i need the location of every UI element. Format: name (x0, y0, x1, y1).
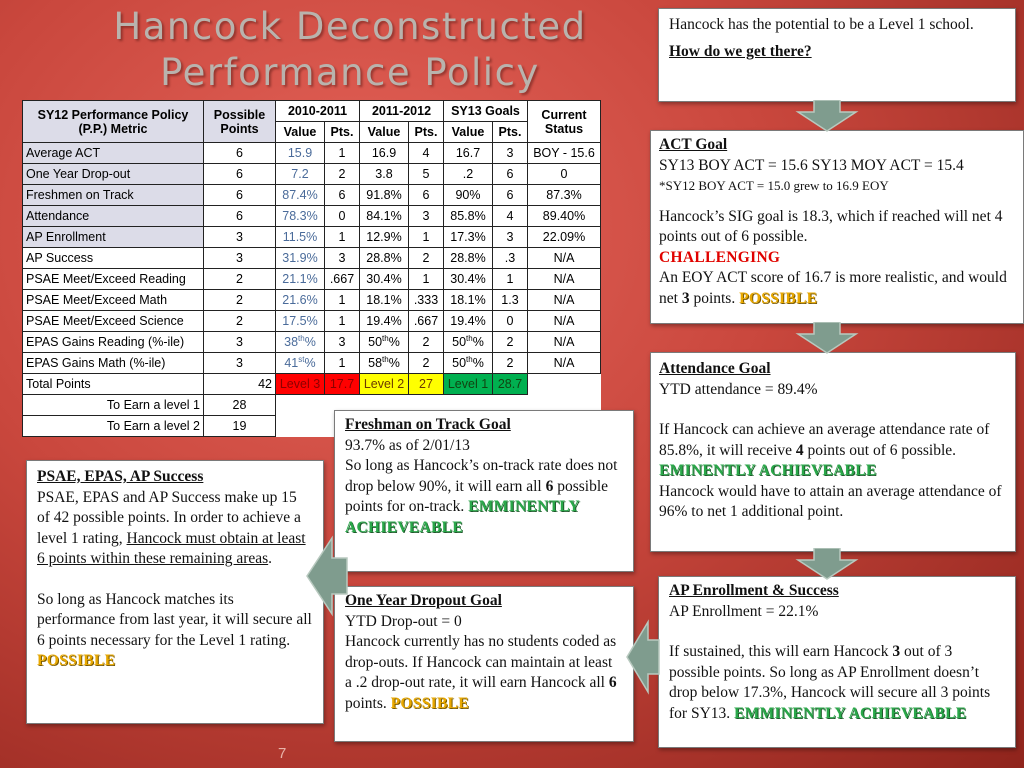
table-row (23, 227, 601, 248)
eminently-achieveable-tag: EMINENTLY ACHIEVEABLE (659, 462, 877, 479)
header-possible-points: Possible Points (204, 101, 276, 143)
value-sy13-goals-suffix: % (472, 335, 484, 350)
pts-2011-2012: .667 (409, 311, 444, 332)
metric-name: Freshmen on Track (23, 185, 204, 206)
level-2-label: Level 2 (360, 374, 409, 395)
value-2010-2011: 87.4% (276, 185, 325, 206)
metric-name: PSAE Meet/Exceed Math (23, 290, 204, 311)
value-sy13-goals: 30.4% (444, 269, 493, 290)
current-status: 89.40% (528, 206, 601, 227)
value-2010-2011: 21.1% (276, 269, 325, 290)
value-sy13-goals: 85.8% (444, 206, 493, 227)
ap-line-1: AP Enrollment = 22.1% (669, 602, 819, 620)
metric-name: EPAS Gains Reading (%-ile) (23, 332, 204, 353)
psae-heading: PSAE, EPAS, AP Success (37, 468, 204, 485)
value-2010-2011-ordinal: st (298, 355, 305, 365)
header-2011-2012: 2011-2012 (360, 101, 444, 122)
value-sy13-goals-ordinal: th (466, 355, 473, 365)
possible-points: 6 (204, 206, 276, 227)
value-sy13-goals: 16.7 (444, 143, 493, 164)
total-2010-2011: 17.7 (325, 374, 360, 395)
pts-2010-2011: 1 (325, 353, 360, 374)
value-sy13-goals: 90% (444, 185, 493, 206)
value-2011-2012-number: 58 (368, 356, 383, 371)
attendance-heading: Attendance Goal (659, 360, 771, 377)
possible-points: 3 (204, 332, 276, 353)
possible-points: 6 (204, 164, 276, 185)
level-1-label: Level 1 (444, 374, 493, 395)
table-row (23, 185, 601, 206)
value-2011-2012: 19.4% (360, 311, 409, 332)
value-2010-2011 (276, 353, 325, 374)
left-arrow-icon (306, 534, 348, 618)
current-status: N/A (528, 290, 601, 311)
pts-sy13-goals: 0 (493, 311, 528, 332)
value-sy13-goals-suffix: % (472, 356, 484, 371)
table-row (23, 206, 601, 227)
pts-sy13-goals: 3 (493, 227, 528, 248)
act-paragraph-2 (659, 268, 1015, 309)
value-2011-2012: 84.1% (360, 206, 409, 227)
pts-2011-2012: 1 (409, 269, 444, 290)
header-metric: SY12 Performance Policy (P.P.) Metric (23, 101, 204, 143)
pts-sy13-goals: 2 (493, 353, 528, 374)
subheader-value: Value (276, 122, 325, 143)
value-2011-2012-ordinal: th (382, 355, 389, 365)
total-label: Total Points (23, 374, 204, 395)
ap-para1-end: out of 3 possible points. So long as AP Enrollment doesn’t drop below 17.3%, Hancock will secure all 3 points for SY13. (669, 643, 991, 722)
current-status: N/A (528, 269, 601, 290)
pts-2010-2011: 1 (325, 290, 360, 311)
pts-2011-2012: 2 (409, 332, 444, 353)
value-2011-2012: 91.8% (360, 185, 409, 206)
possible-points: 2 (204, 269, 276, 290)
value-2010-2011-suffix: % (304, 335, 316, 350)
psae-paragraph-2 (37, 590, 313, 672)
possible-tag: POSSIBLE (390, 694, 469, 712)
page-number: 7 (278, 745, 287, 762)
pts-sy13-goals: 1 (493, 269, 528, 290)
psae-para1-text: PSAE, EPAS and AP Success make up 15 of 42 possible points. In order to achieve a level 1 rating, (37, 488, 301, 547)
value-2011-2012: 16.9 (360, 143, 409, 164)
table-row (23, 353, 601, 374)
value-sy13-goals: 28.8% (444, 248, 493, 269)
dropout-points: 6 (608, 674, 617, 691)
subheader-value: Value (444, 122, 493, 143)
performance-policy-table (22, 100, 601, 437)
possible-tag: POSSIBLE (37, 652, 116, 669)
attendance-para1-text: If Hancock can achieve an average attendance rate of 85.8%, it will receive (659, 421, 990, 459)
psae-para1-end: . (268, 550, 273, 567)
current-status: N/A (528, 311, 601, 332)
possible-points: 3 (204, 248, 276, 269)
pts-2010-2011: 2 (325, 164, 360, 185)
act-para2-text: An EOY ACT score of 16.7 is more realistic, and would net (659, 269, 1007, 307)
act-line-2: *SY12 BOY ACT = 15.0 grew to 16.9 EOY (659, 178, 889, 193)
current-status: N/A (528, 332, 601, 353)
value-sy13-goals: .2 (444, 164, 493, 185)
value-2010-2011-number: 41 (284, 356, 299, 371)
subheader-value: Value (360, 122, 409, 143)
value-sy13-goals: 18.1% (444, 290, 493, 311)
total-possible: 42 (204, 374, 276, 395)
possible-points: 3 (204, 353, 276, 374)
dropout-para1-end: points. (345, 694, 391, 712)
pts-2011-2012: 5 (409, 164, 444, 185)
down-arrow-icon (794, 548, 860, 580)
emminently-achieveable-tag: EMMINENTLY ACHIEVEABLE (734, 704, 967, 722)
potential-box (658, 8, 1016, 102)
dropout-para1-text: Hancock currently has no students coded as drop-outs. If Hancock can maintain at least a .2 drop-out rate, it will earn Hancock all (345, 633, 617, 691)
possible-points: 2 (204, 311, 276, 332)
pts-2010-2011: 6 (325, 185, 360, 206)
value-sy13-goals-number: 50 (452, 335, 467, 350)
act-points: 3 (681, 289, 690, 307)
act-heading: ACT Goal (659, 136, 728, 153)
act-paragraph-1 (659, 207, 1015, 269)
pts-2011-2012: 1 (409, 227, 444, 248)
current-status: 22.09% (528, 227, 601, 248)
psae-para1-underlined: Hancock must obtain at least 6 points within these remaining areas (37, 529, 306, 567)
dropout-paragraph-1 (345, 632, 623, 714)
current-status: 0 (528, 164, 601, 185)
header-current-status: Current Status (528, 101, 601, 143)
metric-name: Average ACT (23, 143, 204, 164)
act-line-1: SY13 BOY ACT = 15.6 SY13 MOY ACT = 15.4 (659, 156, 964, 174)
metric-name: PSAE Meet/Exceed Science (23, 311, 204, 332)
value-2011-2012-ordinal: th (382, 334, 389, 344)
dropout-line-1: YTD Drop-out = 0 (345, 612, 462, 630)
current-status: N/A (528, 353, 601, 374)
table-row (23, 143, 601, 164)
table-row (23, 164, 601, 185)
freshman-on-track-box (334, 410, 634, 572)
pts-2010-2011: 0 (325, 206, 360, 227)
metric-name: EPAS Gains Math (%-ile) (23, 353, 204, 374)
value-2010-2011 (276, 332, 325, 353)
current-status: 87.3% (528, 185, 601, 206)
value-2011-2012: 28.8% (360, 248, 409, 269)
level-3-label: Level 3 (276, 374, 325, 395)
value-2010-2011: 17.5% (276, 311, 325, 332)
value-sy13-goals: 19.4% (444, 311, 493, 332)
value-2010-2011: 31.9% (276, 248, 325, 269)
pts-2010-2011: 1 (325, 143, 360, 164)
value-2011-2012-number: 50 (368, 335, 383, 350)
table-row (23, 269, 601, 290)
pts-sy13-goals: 1.3 (493, 290, 528, 311)
value-sy13-goals-number: 50 (452, 356, 467, 371)
challenging-tag: CHALLENGING (659, 248, 781, 266)
value-2011-2012-suffix: % (388, 335, 400, 350)
value-sy13-goals (444, 332, 493, 353)
current-status: N/A (528, 248, 601, 269)
value-2011-2012: 3.8 (360, 164, 409, 185)
possible-points: 3 (204, 227, 276, 248)
emminently-achieveable-tag: EMMINENTLY ACHIEVEABLE (345, 498, 580, 536)
act-goal-box (650, 130, 1024, 324)
value-2011-2012 (360, 353, 409, 374)
pts-2011-2012: 6 (409, 185, 444, 206)
ap-paragraph-1 (669, 642, 1005, 724)
freshman-para1-end: possible points for on-track. (345, 477, 609, 515)
possible-tag: POSSIBLE (739, 289, 818, 307)
potential-text: Hancock has the potential to be a Level 1 school. (669, 16, 974, 33)
metric-name: AP Enrollment (23, 227, 204, 248)
dropout-heading: One Year Dropout Goal (345, 592, 502, 609)
freshman-line-1: 93.7% as of 2/01/13 (345, 436, 470, 454)
metric-name: One Year Drop-out (23, 164, 204, 185)
value-2010-2011-number: 38 (284, 335, 299, 350)
value-2011-2012 (360, 332, 409, 353)
possible-points: 6 (204, 143, 276, 164)
metric-name: AP Success (23, 248, 204, 269)
pts-sy13-goals: 6 (493, 164, 528, 185)
attendance-para1-end: points out of 6 possible. (803, 441, 957, 459)
subheader-pts: Pts. (409, 122, 444, 143)
earn-level-2-value: 19 (204, 416, 276, 437)
value-sy13-goals-ordinal: th (466, 334, 473, 344)
table-row (23, 248, 601, 269)
attendance-points: 4 (795, 441, 804, 459)
dropout-goal-box (334, 586, 634, 742)
value-2010-2011-ordinal: th (298, 334, 305, 344)
pts-2011-2012: 4 (409, 143, 444, 164)
pts-2011-2012: 2 (409, 353, 444, 374)
pts-2011-2012: 3 (409, 206, 444, 227)
header-sy13-goals: SY13 Goals (444, 101, 528, 122)
header-2010-2011: 2010-2011 (276, 101, 360, 122)
psae-para2-text: So long as Hancock matches its performance from last year, it will secure all 6 points necessary for the Level 1 rating. (37, 590, 312, 649)
freshman-heading: Freshman on Track Goal (345, 416, 511, 433)
table-row (23, 290, 601, 311)
act-para1-text: Hancock’s SIG goal is 18.3, which if reached will net 4 points out of 6 possible. (659, 207, 1003, 245)
metric-name: Attendance (23, 206, 204, 227)
attendance-line-1: YTD attendance = 89.4% (659, 380, 818, 398)
left-arrow-icon (626, 618, 660, 696)
value-2010-2011: 21.6% (276, 290, 325, 311)
ap-heading: AP Enrollment & Success (669, 582, 839, 599)
value-2010-2011: 7.2 (276, 164, 325, 185)
total-2011-2012: 27 (409, 374, 444, 395)
value-2011-2012: 12.9% (360, 227, 409, 248)
pts-sy13-goals: 2 (493, 332, 528, 353)
pts-2010-2011: .667 (325, 269, 360, 290)
psae-epas-ap-box (26, 460, 324, 724)
freshman-points: 6 (545, 477, 554, 495)
pts-2010-2011: 3 (325, 332, 360, 353)
value-2010-2011: 11.5% (276, 227, 325, 248)
freshman-paragraph-1 (345, 456, 623, 538)
act-para2-end: points. (689, 289, 740, 307)
ap-para1-text: If sustained, this will earn Hancock (669, 643, 893, 660)
table-row (23, 311, 601, 332)
pts-2010-2011: 3 (325, 248, 360, 269)
down-arrow-icon (794, 100, 860, 132)
freshman-para1-text: So long as Hancock’s on-track rate does not drop below 90%, it will earn all (345, 457, 618, 495)
pts-sy13-goals: 6 (493, 185, 528, 206)
pts-2010-2011: 1 (325, 227, 360, 248)
earn-level-1-label: To Earn a level 1 (23, 395, 204, 416)
current-status: BOY - 15.6 (528, 143, 601, 164)
pts-sy13-goals: 3 (493, 143, 528, 164)
empty-cell (528, 374, 601, 395)
total-points-row (23, 374, 601, 395)
slide-title: Hancock Deconstructed Performance Policy (113, 5, 587, 94)
value-2011-2012: 18.1% (360, 290, 409, 311)
total-sy13-goals: 28.7 (493, 374, 528, 395)
down-arrow-icon (794, 322, 860, 354)
pts-sy13-goals: .3 (493, 248, 528, 269)
possible-points: 6 (204, 185, 276, 206)
attendance-paragraph-1 (659, 420, 1007, 482)
subheader-pts: Pts. (325, 122, 360, 143)
value-2011-2012: 30.4% (360, 269, 409, 290)
value-2010-2011: 15.9 (276, 143, 325, 164)
attendance-goal-box (650, 352, 1016, 552)
value-2010-2011: 78.3% (276, 206, 325, 227)
pts-2011-2012: 2 (409, 248, 444, 269)
ap-points: 3 (892, 643, 901, 660)
table-row (23, 332, 601, 353)
value-sy13-goals (444, 353, 493, 374)
earn-level-2-label: To Earn a level 2 (23, 416, 204, 437)
possible-points: 2 (204, 290, 276, 311)
value-2010-2011-suffix: % (304, 356, 316, 371)
table-header-row (23, 101, 601, 122)
pts-2010-2011: 1 (325, 311, 360, 332)
value-sy13-goals: 17.3% (444, 227, 493, 248)
attendance-paragraph-2: Hancock would have to attain an average attendance of 96% to net 1 additional point. (659, 482, 1002, 520)
ap-enrollment-box (658, 576, 1016, 748)
earn-level-1-value: 28 (204, 395, 276, 416)
psae-paragraph-1 (37, 488, 313, 570)
potential-question: How do we get there? (669, 42, 812, 60)
pts-2011-2012: .333 (409, 290, 444, 311)
pts-sy13-goals: 4 (493, 206, 528, 227)
value-2011-2012-suffix: % (388, 356, 400, 371)
subheader-pts: Pts. (493, 122, 528, 143)
metric-name: PSAE Meet/Exceed Reading (23, 269, 204, 290)
